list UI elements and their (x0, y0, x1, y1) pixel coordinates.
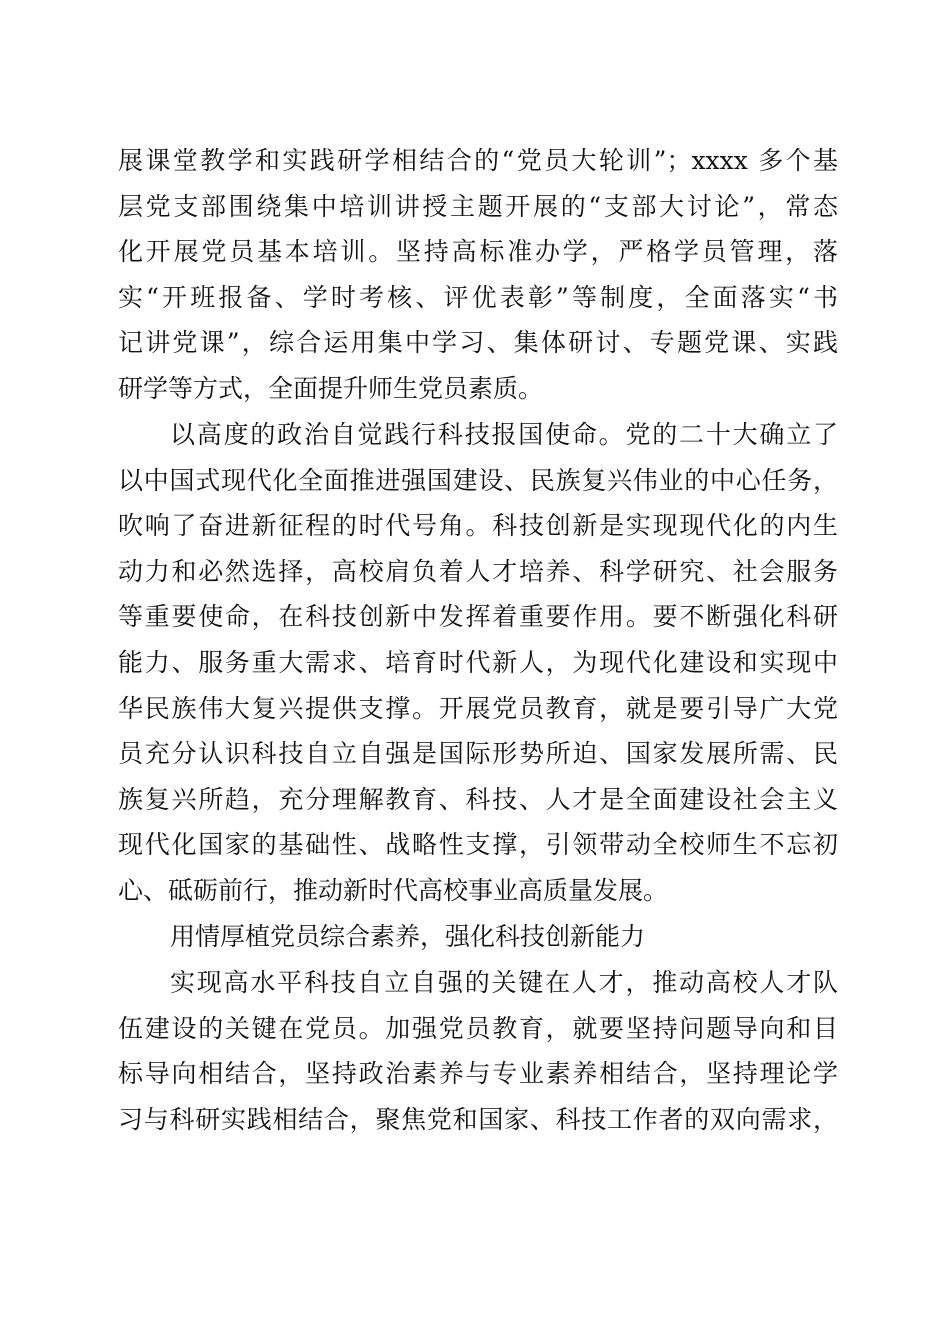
paragraph-2 (118, 412, 838, 914)
paragraph-3 (118, 960, 838, 1142)
text-line: 习与科研实践相结合，聚焦党和国家、科技工作者的双向需求， (118, 1104, 838, 1134)
text-line: 心、砥砺前行，推动新时代高校事业高质量发展。 (118, 875, 669, 905)
text-line: 层党支部围绕集中培训讲授主题开展的“支部大讨论”，常态 (118, 191, 838, 221)
text-line: 以高度的政治自觉践行科技报国使命。党的二十大确立了 (170, 420, 838, 449)
text-line: 吹响了奋进新征程的时代号角。科技创新是实现现代化的内生 (118, 511, 838, 541)
text-line: 现代化国家的基础性、战略性支撑，引领带动全校师生不忘初 (118, 830, 838, 860)
text-line: 实“开班报备、学时考核、评优表彰”等制度，全面落实“书 (118, 282, 838, 312)
text-line: 伍建设的关键在党员。加强党员教育，就要坚持问题导向和目 (118, 1013, 838, 1043)
text-line: 能力、服务重大需求、培育时代新人，为现代化建设和实现中 (118, 647, 838, 677)
text-line: 员充分认识科技自立自强是国际形势所迫、国家发展所需、民 (118, 739, 838, 769)
text-line: 化开展党员基本培训。坚持高标准办学，严格学员管理，落 (118, 237, 838, 267)
text-line: 等重要使命，在科技创新中发挥着重要作用。要不断强化科研 (118, 602, 838, 632)
heading-line: 用情厚植党员综合素养，强化科技创新能力 (170, 922, 646, 951)
text-line: 动力和必然选择，高校肩负着人才培养、科学研究、社会服务 (118, 556, 838, 586)
text-line: 华民族伟大复兴提供支撑。开展党员教育，就是要引导广大党 (118, 693, 838, 723)
text-line: 标导向相结合，坚持政治素养与专业素养相结合，坚持理论学 (118, 1059, 838, 1089)
paragraph-1 (118, 138, 838, 412)
text-line: 以中国式现代化全面推进强国建设、民族复兴伟业的中心任务， (118, 465, 838, 495)
text-line: 族复兴所趋，充分理解教育、科技、人才是全面建设社会主义 (118, 784, 838, 814)
text-line: 展课堂教学和实践研学相结合的“党员大轮训”；xxxx 多个基 (118, 146, 838, 175)
text-line: 记讲党课”，综合运用集中学习、集体研讨、专题党课、实践 (118, 328, 838, 358)
text-line: 研学等方式，全面提升师生党员素质。 (118, 373, 544, 403)
text-line: 实现高水平科技自立自强的关键在人才，推动高校人才队 (170, 968, 838, 997)
section-heading (118, 914, 838, 960)
